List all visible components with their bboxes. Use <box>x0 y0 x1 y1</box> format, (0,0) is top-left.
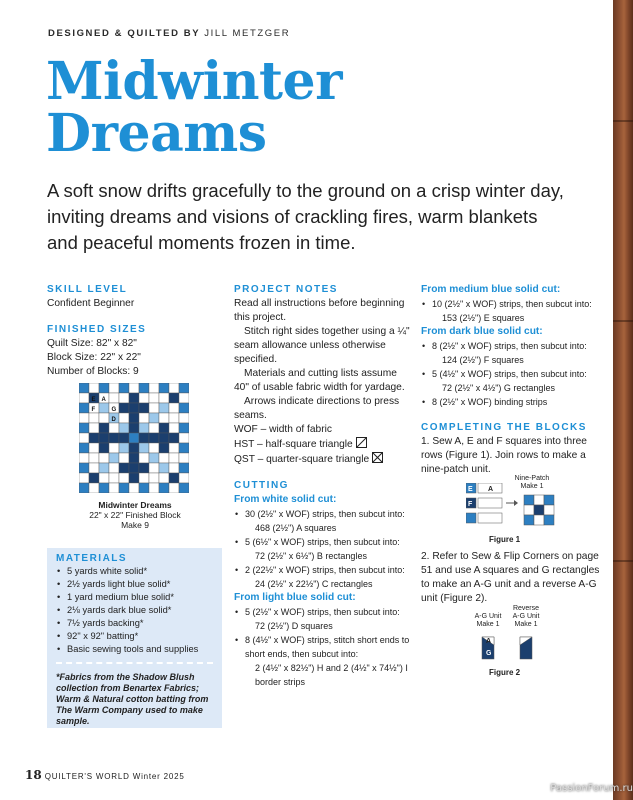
cut-item: • 2 (22½" x WOF) strips, then subcut into: <box>234 563 412 577</box>
materials-item: • 7½ yards backing* <box>56 617 213 630</box>
block-count: Number of Blocks: 9 <box>47 366 139 377</box>
step-2: 2. Refer to Sew & Flip Corners on page 51 and use A squares and G rectangles to make an A-G unit and a reverse A-G unit (Figure 2). <box>421 551 600 604</box>
note-wof: WOF – width of fabric <box>234 424 332 435</box>
block-cell <box>129 453 139 463</box>
medium-heading: From medium blue solid cut: <box>421 284 561 295</box>
block-cell <box>169 443 179 453</box>
block-cell <box>79 463 89 473</box>
block-cell <box>109 393 119 403</box>
block-cell <box>99 383 109 393</box>
block-cell <box>89 473 99 483</box>
hst-icon <box>356 437 367 448</box>
title-line-2: Dreams <box>46 103 267 164</box>
cut-item: • 8 (2½" x WOF) binding strips <box>421 395 601 409</box>
block-cell <box>149 443 159 453</box>
figure-2 <box>470 605 560 665</box>
materials-heading: MATERIALS <box>56 553 128 564</box>
block-cell <box>89 443 99 453</box>
block-cell <box>129 463 139 473</box>
block-cell <box>159 433 169 443</box>
block-cell <box>129 403 139 413</box>
block-cell <box>109 453 119 463</box>
block-cell <box>89 433 99 443</box>
block-cell <box>179 453 189 463</box>
block-cell <box>99 403 109 413</box>
fig2-unit-label: A-G Unit <box>474 613 502 620</box>
skill-heading: SKILL LEVEL <box>47 284 128 295</box>
block-cell <box>119 443 129 453</box>
block-cell <box>79 483 89 493</box>
wood-seam <box>613 560 633 562</box>
note-p3: Materials and cutting lists assume 40" of usable fabric width for yardage. <box>234 368 405 393</box>
note-p4: Arrows indicate directions to press seams. <box>234 396 400 421</box>
block-cell <box>139 393 149 403</box>
block-cell <box>179 483 189 493</box>
light-heading: From light blue solid cut: <box>234 592 356 603</box>
block-cell <box>159 453 169 463</box>
note-qst-text: QST – quarter-square triangle <box>234 454 370 465</box>
white-cut-list <box>234 507 412 591</box>
light-cut-list <box>234 605 412 689</box>
block-cell <box>109 463 119 473</box>
block-cell <box>169 463 179 473</box>
block-cell <box>149 463 159 473</box>
cut-item: • 5 (4½" x WOF) strips, then subcut into: <box>421 367 601 381</box>
block-cell <box>89 413 99 423</box>
block-cell <box>169 483 179 493</box>
block-cell <box>149 423 159 433</box>
designer-name: JILL METZGER <box>204 28 291 39</box>
block-cell <box>119 473 129 483</box>
block-cell <box>79 443 89 453</box>
qst-icon <box>372 452 383 463</box>
block-cell <box>149 433 159 443</box>
figure-1 <box>460 475 560 535</box>
materials-item: • 92" x 92" batting* <box>56 630 213 643</box>
block-cell <box>139 413 149 423</box>
block-cell <box>139 423 149 433</box>
cut-subitem: 124 (2½") F squares <box>442 355 524 365</box>
block-cell <box>79 453 89 463</box>
block-cell <box>99 483 109 493</box>
cut-subitem: 72 (2½") D squares <box>255 621 333 631</box>
block-cell <box>89 453 99 463</box>
block-cell <box>179 473 189 483</box>
column-1 <box>47 283 217 379</box>
fig2-letter-a: A <box>486 638 492 645</box>
block-caption <box>60 500 210 530</box>
step-1: 1. Sew A, E and F squares into three rows (Figure 1). Join rows to make a nine-patch unit. <box>421 436 587 475</box>
block-cell <box>99 423 109 433</box>
fig1-label-make: Make 1 <box>520 483 544 490</box>
block-cell <box>169 423 179 433</box>
fig1-label-top: Nine-Patch <box>514 475 550 482</box>
block-cell <box>179 403 189 413</box>
block-cell <box>169 403 179 413</box>
project-notes-heading: PROJECT NOTES <box>234 284 338 295</box>
issue: Winter 2025 <box>132 772 185 781</box>
title-line-1: Midwinter <box>46 51 342 112</box>
block-letter: D <box>111 417 116 423</box>
block-cell <box>139 483 149 493</box>
block-cell <box>99 473 109 483</box>
block-cell <box>139 443 149 453</box>
block-cell <box>79 383 89 393</box>
materials-item: • Basic sewing tools and supplies <box>56 643 213 656</box>
block-letter: G <box>111 407 117 413</box>
block-cell <box>129 473 139 483</box>
block-cell <box>119 423 129 433</box>
finished-heading: FINISHED SIZES <box>47 324 147 335</box>
fig2-rev-label1: Reverse <box>512 605 540 612</box>
block-cell <box>149 403 159 413</box>
white-heading: From white solid cut: <box>234 494 337 505</box>
block-cell <box>119 453 129 463</box>
fig2-diagram <box>480 631 544 663</box>
block-cell <box>119 483 129 493</box>
block-cell <box>169 473 179 483</box>
watermark: PassionForum.ru <box>550 783 633 794</box>
block-cell <box>79 413 89 423</box>
block-cell <box>119 403 129 413</box>
block-cell <box>79 433 89 443</box>
materials-item: • 2½ yards light blue solid* <box>56 578 213 591</box>
wood-seam <box>613 320 633 322</box>
cut-item: • 8 (2½" x WOF) strips, then subcut into: <box>421 339 601 353</box>
block-cell <box>99 433 109 443</box>
figure-2-caption: Figure 2 <box>489 668 521 677</box>
block-cell <box>139 473 149 483</box>
dark-heading: From dark blue solid cut: <box>421 326 543 337</box>
fig1-letter-a: A <box>488 486 494 493</box>
block-cell <box>169 453 179 463</box>
wood-seam <box>613 120 633 122</box>
block-cell <box>149 473 159 483</box>
block-cell <box>179 413 189 423</box>
block-cell <box>179 383 189 393</box>
block-cell <box>169 433 179 443</box>
block-cell <box>129 433 139 443</box>
block-cell <box>79 403 89 413</box>
block-cell <box>129 423 139 433</box>
fig2-unit-make: Make 1 <box>476 621 500 628</box>
block-cell <box>149 393 159 403</box>
block-cell <box>179 423 189 433</box>
block-cell <box>139 433 149 443</box>
block-cell <box>159 413 169 423</box>
block-cell <box>99 453 109 463</box>
block-cell <box>129 413 139 423</box>
magazine-name: QUILTER'S WORLD <box>44 772 130 781</box>
block-cell <box>89 463 99 473</box>
fig1-letter-e: E <box>468 486 473 493</box>
intro-text: A soft snow drifts gracefully to the ground on a crisp winter day, inviting dreams and visions of crackling fires, warm blankets and peaceful moments frozen in time. <box>47 180 564 253</box>
cut-subitem: 468 (2½") A squares <box>255 523 337 533</box>
figure-1-caption: Figure 1 <box>489 535 521 544</box>
fig2-rev-make: Make 1 <box>514 621 538 628</box>
block-caption-make: Make 9 <box>121 520 149 530</box>
block-cell <box>149 483 159 493</box>
fig1-letter-f: F <box>468 501 473 508</box>
page-title <box>46 51 342 164</box>
block-cell <box>119 463 129 473</box>
cut-subitem: 24 (2½" x 22½") C rectangles <box>255 579 373 589</box>
block-cell <box>129 383 139 393</box>
block-cell <box>119 383 129 393</box>
block-cell <box>159 383 169 393</box>
block-cell <box>179 443 189 453</box>
block-cell <box>89 423 99 433</box>
fig1-diagram <box>466 483 562 531</box>
block-cell <box>79 393 89 403</box>
block-cell <box>129 393 139 403</box>
materials-box <box>47 548 222 728</box>
block-cell <box>159 393 169 403</box>
block-cell <box>109 443 119 453</box>
cut-subitem: 72 (2½" x 4½") G rectangles <box>442 383 555 393</box>
block-cell <box>149 383 159 393</box>
block-cell <box>139 383 149 393</box>
block-cell <box>149 413 159 423</box>
block-cell <box>159 463 169 473</box>
block-cell <box>119 393 129 403</box>
cut-item: • 10 (2½" x WOF) strips, then subcut into: <box>421 297 601 311</box>
cut-item: • 5 (2½" x WOF) strips, then subcut into: <box>234 605 412 619</box>
block-cell <box>169 413 179 423</box>
block-cell <box>109 423 119 433</box>
block-cell <box>139 463 149 473</box>
block-cell <box>99 443 109 453</box>
block-cell <box>109 383 119 393</box>
completing-heading: COMPLETING THE BLOCKS <box>421 422 587 433</box>
block-cell <box>89 483 99 493</box>
block-cell <box>89 383 99 393</box>
block-cell <box>109 483 119 493</box>
block-cell <box>129 443 139 453</box>
block-cell <box>179 433 189 443</box>
block-cell <box>169 393 179 403</box>
materials-item: • 5 yards white solid* <box>56 565 213 578</box>
cutting-heading: CUTTING <box>234 480 289 491</box>
block-cell <box>159 443 169 453</box>
block-cell <box>179 463 189 473</box>
page-number: 18 <box>25 768 42 782</box>
block-letter: E <box>91 397 96 403</box>
cut-subitem: 72 (2½" x 6½") B rectangles <box>255 551 367 561</box>
note-p1: Read all instructions before beginning this project. <box>234 298 405 323</box>
fig2-letter-g: G <box>486 650 492 657</box>
designed-label: DESIGNED & QUILTED BY <box>48 28 201 39</box>
block-cell <box>159 403 169 413</box>
materials-note: *Fabrics from the Shadow Blush collection from Benartex Fabrics; Warm & Natural cotton batting from The Warm Company used to make sample. <box>56 672 209 726</box>
block-cell <box>79 473 89 483</box>
block-caption-name: Midwinter Dreams <box>98 500 172 510</box>
block-cell <box>109 473 119 483</box>
skill-value: Confident Beginner <box>47 298 135 309</box>
block-cell <box>179 393 189 403</box>
block-letter: A <box>101 397 106 403</box>
block-cell <box>99 413 109 423</box>
note-hst <box>234 437 412 452</box>
block-size: Block Size: 22" x 22" <box>47 352 141 363</box>
block-cell <box>149 453 159 463</box>
designer-credit <box>48 28 290 39</box>
cut-item: • 8 (4½" x WOF) strips, stitch short ends to short ends, then subcut into: <box>234 633 412 661</box>
footer <box>25 768 185 782</box>
note-hst-text: HST – half-square triangle <box>234 439 353 450</box>
block-cell <box>159 423 169 433</box>
cut-subitem: 153 (2½") E squares <box>442 313 525 323</box>
block-caption-size: 22" x 22" Finished Block <box>89 510 181 520</box>
note-qst <box>234 452 412 467</box>
medium-cut-list <box>421 297 601 325</box>
note-p2: Stitch right sides together using a ¼" seam allowance unless otherwise specified. <box>234 326 410 365</box>
block-cell <box>119 413 129 423</box>
block-cell <box>169 383 179 393</box>
materials-item: • 2⅛ yards dark blue solid* <box>56 604 213 617</box>
block-cell <box>109 433 119 443</box>
block-cell <box>129 483 139 493</box>
column-2 <box>234 283 412 689</box>
block-cell <box>79 423 89 433</box>
block-cell <box>139 453 149 463</box>
block-diagram <box>79 383 189 493</box>
block-cell <box>159 473 169 483</box>
block-cell <box>139 403 149 413</box>
cut-item: • 30 (2½" x WOF) strips, then subcut into: <box>234 507 412 521</box>
block-cell <box>99 463 109 473</box>
block-cell <box>159 483 169 493</box>
quilt-size: Quilt Size: 82" x 82" <box>47 338 137 349</box>
column-3 <box>421 283 601 477</box>
materials-list <box>56 565 213 656</box>
cut-subitem: 2 (4½" x 82½") H and 2 (4½" x 74½") I border strips <box>255 663 408 687</box>
materials-item: • 1 yard medium blue solid* <box>56 591 213 604</box>
fig2-rev-label2: A-G Unit <box>512 613 540 620</box>
block-letter: F <box>91 407 96 413</box>
cut-item: • 5 (6½" x WOF) strips, then subcut into: <box>234 535 412 549</box>
dark-cut-list <box>421 339 601 409</box>
block-cell <box>119 433 129 443</box>
